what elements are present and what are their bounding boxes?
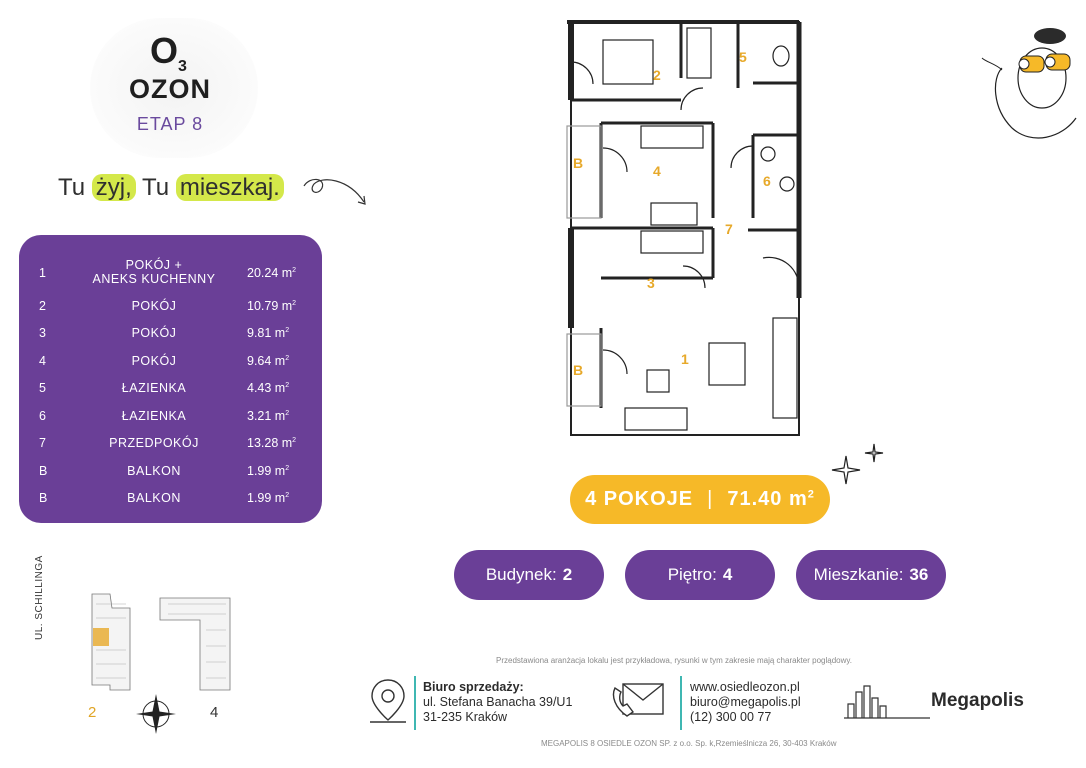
highlight-building: [93, 628, 109, 646]
site-map: [50, 590, 250, 740]
table-row: B BALKON 1.99 $m^2$: [39, 491, 290, 505]
phone-mail-icon: [609, 676, 667, 726]
city-skyline-icon: [842, 684, 932, 720]
email-link[interactable]: biuro@megapolis.pl: [690, 695, 801, 709]
contact-details: [690, 680, 801, 725]
table-row: 4 POKÓJ 9.64 $m^2$: [39, 354, 290, 368]
room-label-4: 4: [653, 163, 661, 179]
building-number-4: 4: [210, 704, 219, 721]
slogan: Tu żyj, Tu mieszkaj.: [58, 174, 284, 202]
logo-name: OZON: [129, 74, 211, 104]
table-row: 3 POKÓJ 9.81 $m^2$: [39, 326, 290, 340]
room-label-6: 6: [763, 173, 771, 189]
disclaimer: Przedstawiona aranżacja lokalu jest przykładowa, rysunki w tym zakresie mają charakter poglądowy.: [496, 656, 853, 665]
compass-icon: [136, 694, 176, 734]
floor-plan: [563, 18, 803, 438]
divider: [680, 676, 682, 730]
divider: [414, 676, 416, 730]
table-row: 5 ŁAZIENKA 4.43 $m^2$: [39, 381, 290, 395]
building-number-2: 2: [88, 704, 97, 721]
location-pin-icon: [368, 676, 408, 726]
logo-mark: $O_3$: [150, 30, 187, 76]
table-row: 6 ŁAZIENKA 3.21 $m^2$: [39, 409, 290, 423]
logo-stage: ETAP 8: [136, 114, 204, 134]
apartment-summary: 4 POKOJE | 71.40 $m^2$: [570, 475, 830, 524]
building-pill: Budynek: 2: [454, 550, 604, 600]
room-label-1: 1: [681, 351, 689, 367]
table-row: 7 PRZEDPOKÓJ 13.28 $m^2$: [39, 436, 297, 450]
table-row: B BALKON 1.99 $m^2$: [39, 464, 290, 478]
megapolis-logo: Megapolis: [931, 690, 1024, 711]
rooms-table: [19, 235, 322, 523]
room-label-balcony-top: B: [573, 155, 584, 171]
phone-number[interactable]: (12) 300 00 77: [690, 710, 772, 724]
room-label-2: 2: [653, 67, 661, 83]
table-row: 1 POKÓJ + ANEKS KUCHENNY 20.24 $m^2$: [39, 258, 297, 286]
room-label-3: 3: [647, 275, 655, 291]
person-binoculars-illustration: [972, 18, 1082, 148]
floor-pill: Piętro: 4: [625, 550, 775, 600]
street-label: UL. SCHILLINGA: [34, 555, 45, 640]
swirl-arrow-icon: [300, 172, 375, 212]
room-label-5: 5: [739, 49, 747, 65]
apartment-pill: Mieszkanie: 36: [796, 550, 946, 600]
sparkle-icon: [828, 442, 888, 490]
sales-office-address: Biuro sprzedaży: ul. Stefana Banacha 39/U1 31-235 Kraków: [423, 680, 573, 724]
company-info: MEGAPOLIS 8 OSIEDLE OZON SP. z o.o. Sp. k,Rzemieślnicza 26, 30-403 Kraków: [541, 739, 837, 748]
website-link[interactable]: www.osiedleozon.pl: [690, 680, 800, 694]
table-row: 2 POKÓJ 10.79 $m^2$: [39, 299, 297, 313]
room-label-balcony-bottom: B: [573, 362, 584, 378]
room-label-7: 7: [725, 221, 733, 237]
